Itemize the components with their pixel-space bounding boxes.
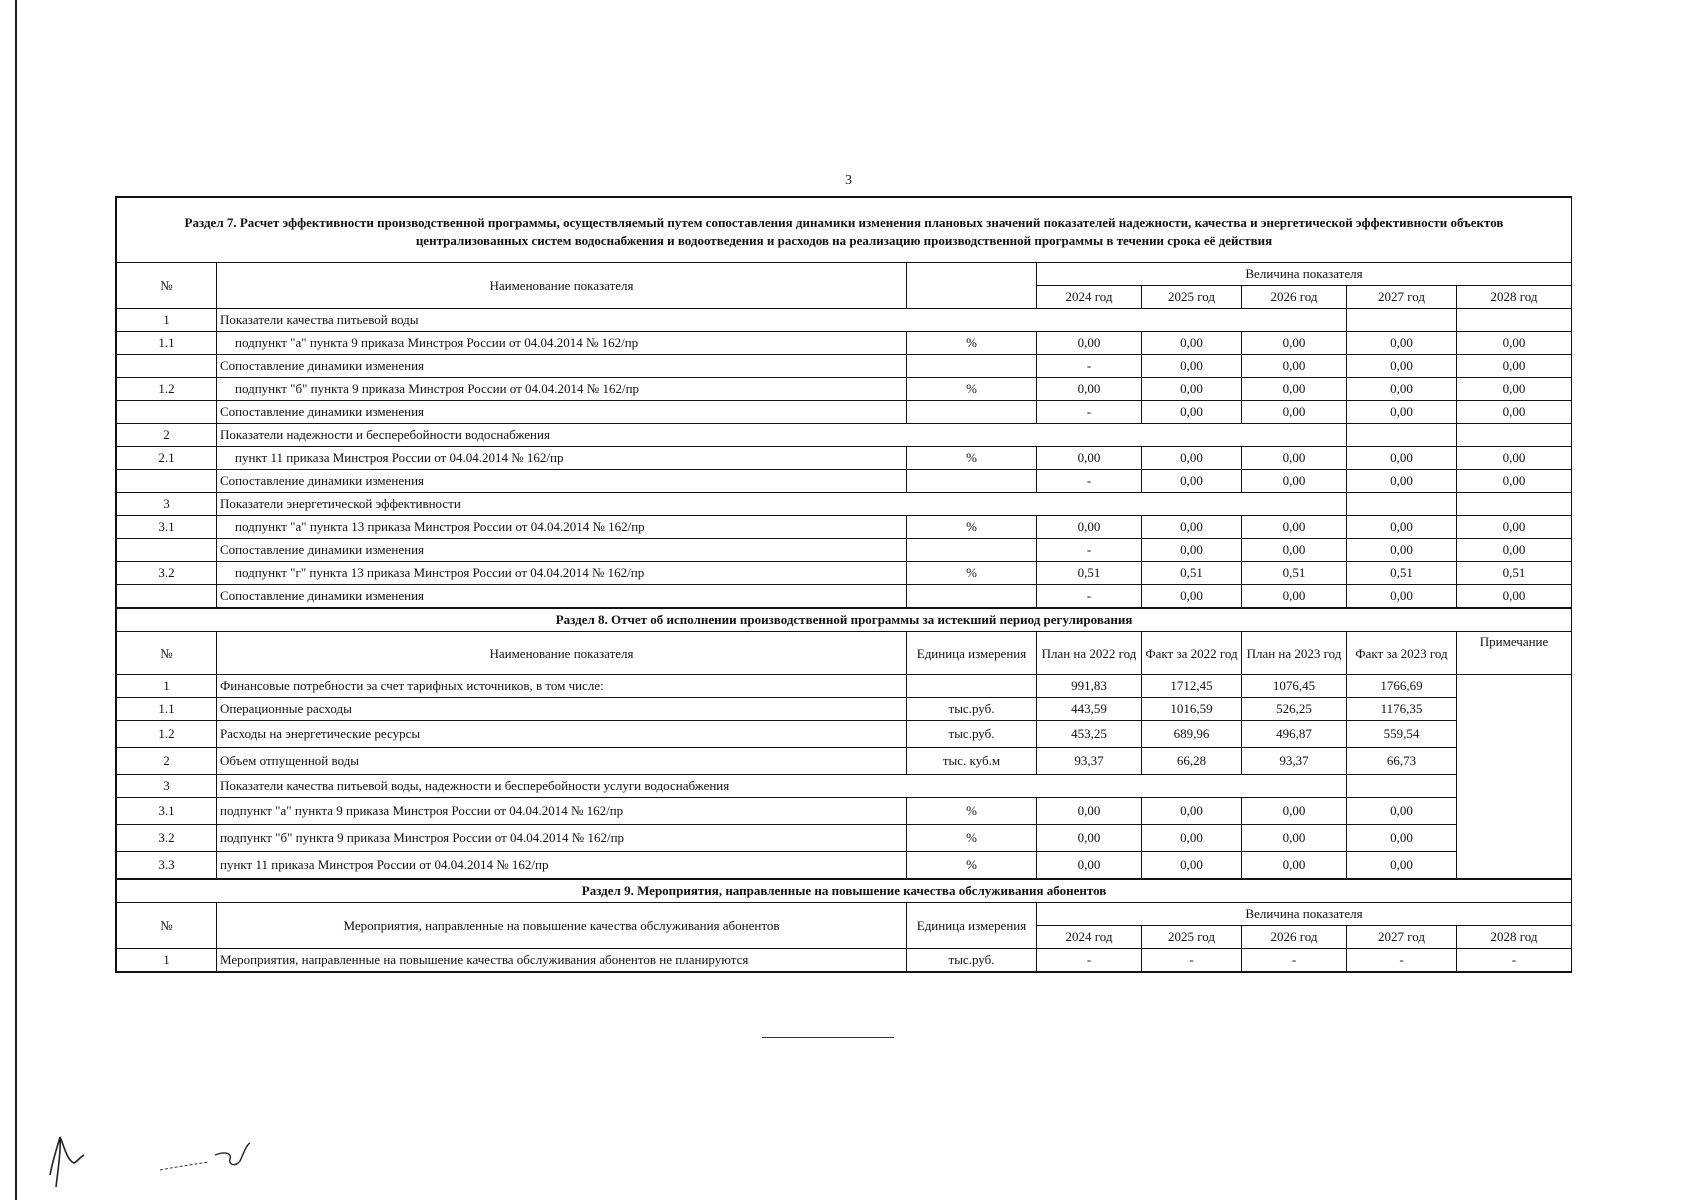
- row-num: 1: [117, 309, 217, 332]
- table-row: [117, 852, 1572, 879]
- row-num: 3.1: [117, 516, 217, 539]
- s8-header-name: Наименование показателя: [217, 632, 907, 675]
- row-value: 0,00: [1347, 798, 1457, 825]
- row-value: 0,00: [1347, 852, 1457, 879]
- row-value: 0,00: [1142, 798, 1242, 825]
- section9-title: Раздел 9. Мероприятия, направленные на повышение качества обслуживания абонентов: [117, 880, 1572, 903]
- row-value: 0,00: [1142, 401, 1242, 424]
- row-value: 0,00: [1142, 539, 1242, 562]
- row-value: 1016,59: [1142, 698, 1242, 721]
- s8-header-fact-2022: Факт за 2022 год: [1142, 632, 1242, 675]
- row-unit: %: [907, 825, 1037, 852]
- row-value: 0,00: [1037, 798, 1142, 825]
- s9-header-year: 2024 год: [1037, 926, 1142, 949]
- page-number: 3: [845, 173, 852, 188]
- table-row: [117, 949, 1572, 972]
- row-value: 0,00: [1457, 378, 1572, 401]
- row-value: 0,00: [1457, 401, 1572, 424]
- table-row: [117, 447, 1572, 470]
- row-num: 1: [117, 949, 217, 972]
- row-num: 3: [117, 775, 217, 798]
- row-value: 0,00: [1142, 470, 1242, 493]
- row-num: 3.2: [117, 562, 217, 585]
- row-num: [117, 355, 217, 378]
- row-value: 0,00: [1142, 355, 1242, 378]
- row-value: 0,00: [1142, 516, 1242, 539]
- table-row: [117, 516, 1572, 539]
- row-unit: [907, 585, 1037, 608]
- row-value: 0,00: [1347, 516, 1457, 539]
- row-num: [117, 470, 217, 493]
- section7-table: [116, 197, 1572, 608]
- row-num: 3.2: [117, 825, 217, 852]
- s7-header-unit: [907, 263, 1037, 309]
- row-num: [117, 401, 217, 424]
- table-row: [117, 355, 1572, 378]
- row-value: 991,83: [1037, 675, 1142, 698]
- row-value: 0,00: [1457, 516, 1572, 539]
- s9-header-name: Мероприятия, направленные на повышение качества обслуживания абонентов: [217, 903, 907, 949]
- row-value: 0,00: [1242, 332, 1347, 355]
- row-value: 453,25: [1037, 721, 1142, 748]
- table-row: [117, 470, 1572, 493]
- row-num: 2: [117, 748, 217, 775]
- row-value: 0,00: [1347, 355, 1457, 378]
- row-value: 559,54: [1347, 721, 1457, 748]
- row-value: 0,00: [1142, 447, 1242, 470]
- row-value: 0,00: [1242, 516, 1347, 539]
- row-value: 0,00: [1037, 447, 1142, 470]
- s7-header-name: Наименование показателя: [217, 263, 907, 309]
- row-value: 0,00: [1142, 332, 1242, 355]
- row-value: 0,00: [1142, 852, 1242, 879]
- table-row: [117, 721, 1572, 748]
- row-value: 0,00: [1242, 798, 1347, 825]
- row-value: -: [1142, 949, 1242, 972]
- s7-header-year: 2028 год: [1457, 286, 1572, 309]
- row-value: 66,73: [1347, 748, 1457, 775]
- row-unit: %: [907, 798, 1037, 825]
- row-unit: %: [907, 852, 1037, 879]
- row-value: [1347, 424, 1457, 447]
- row-name: Сопоставление динамики изменения: [217, 355, 907, 378]
- signature-separator-line: [762, 1037, 894, 1038]
- row-value: 0,00: [1242, 585, 1347, 608]
- row-name: Операционные расходы: [217, 698, 907, 721]
- table-row: [117, 378, 1572, 401]
- table-row: [117, 539, 1572, 562]
- row-value: 0,51: [1457, 562, 1572, 585]
- row-name: подпункт "б" пункта 9 приказа Минстроя России от 04.04.2014 № 162/пр: [217, 825, 907, 852]
- row-value: 93,37: [1037, 748, 1142, 775]
- row-value: 0,00: [1242, 539, 1347, 562]
- row-value: [1347, 309, 1457, 332]
- row-name: Мероприятия, направленные на повышение качества обслуживания абонентов не планируются: [217, 949, 907, 972]
- s8-header-note: Примечание: [1457, 632, 1572, 675]
- section8-table: [116, 608, 1572, 879]
- row-name: пункт 11 приказа Минстроя России от 04.04.2014 № 162/пр: [217, 852, 907, 879]
- table-row: [117, 585, 1572, 608]
- row-num: 1.2: [117, 721, 217, 748]
- row-value: 0,51: [1242, 562, 1347, 585]
- row-value: [1347, 775, 1457, 798]
- row-value: 0,00: [1347, 447, 1457, 470]
- s9-header-unit: Единица измерения: [907, 903, 1037, 949]
- row-value: -: [1037, 401, 1142, 424]
- row-name: Показатели качества питьевой воды: [217, 309, 1347, 332]
- row-value: [1457, 493, 1572, 516]
- row-name: Сопоставление динамики изменения: [217, 585, 907, 608]
- row-value: [1457, 309, 1572, 332]
- row-unit: %: [907, 562, 1037, 585]
- table-row: [117, 309, 1572, 332]
- row-unit: [907, 401, 1037, 424]
- row-unit: %: [907, 447, 1037, 470]
- row-value: 0,51: [1347, 562, 1457, 585]
- row-value: 0,00: [1037, 516, 1142, 539]
- row-value: 0,00: [1242, 355, 1347, 378]
- row-value: 0,00: [1242, 825, 1347, 852]
- table-row: [117, 675, 1572, 698]
- row-name: Расходы на энергетические ресурсы: [217, 721, 907, 748]
- table-row: [117, 424, 1572, 447]
- row-value: 1766,69: [1347, 675, 1457, 698]
- row-value: 1176,35: [1347, 698, 1457, 721]
- row-value: 0,00: [1347, 825, 1457, 852]
- row-name: Объем отпущенной воды: [217, 748, 907, 775]
- s7-header-year: 2027 год: [1347, 286, 1457, 309]
- row-unit: [907, 470, 1037, 493]
- row-value: 0,00: [1142, 825, 1242, 852]
- s8-header-num: №: [117, 632, 217, 675]
- row-name: Показатели надежности и бесперебойности водоснабжения: [217, 424, 1347, 447]
- s9-header-num: №: [117, 903, 217, 949]
- row-name: подпункт "г" пункта 13 приказа Минстроя России от 04.04.2014 № 162/пр: [217, 562, 907, 585]
- row-value: 0,00: [1457, 332, 1572, 355]
- row-value: 0,00: [1457, 355, 1572, 378]
- s8-header-unit: Единица измерения: [907, 632, 1037, 675]
- row-num: 2: [117, 424, 217, 447]
- row-value: 0,00: [1037, 825, 1142, 852]
- row-value: 0,00: [1457, 447, 1572, 470]
- row-num: 2.1: [117, 447, 217, 470]
- row-value: [1457, 424, 1572, 447]
- row-unit: [907, 539, 1037, 562]
- table-row: [117, 825, 1572, 852]
- row-value: 66,28: [1142, 748, 1242, 775]
- row-num: 3.1: [117, 798, 217, 825]
- row-unit: тыс.руб.: [907, 949, 1037, 972]
- section9-table: [116, 879, 1572, 972]
- row-value: 0,00: [1242, 852, 1347, 879]
- row-value: 526,25: [1242, 698, 1347, 721]
- row-name: Показатели энергетической эффективности: [217, 493, 1347, 516]
- row-value: -: [1037, 585, 1142, 608]
- row-value: 496,87: [1242, 721, 1347, 748]
- row-unit: %: [907, 332, 1037, 355]
- table-row: [117, 798, 1572, 825]
- s7-header-year: 2026 год: [1242, 286, 1347, 309]
- row-num: 3.3: [117, 852, 217, 879]
- row-value: 443,59: [1037, 698, 1142, 721]
- row-name: подпункт "а" пункта 9 приказа Минстроя России от 04.04.2014 № 162/пр: [217, 332, 907, 355]
- row-unit: тыс.руб.: [907, 698, 1037, 721]
- row-unit: тыс.руб.: [907, 721, 1037, 748]
- row-name: подпункт "а" пункта 13 приказа Минстроя России от 04.04.2014 № 162/пр: [217, 516, 907, 539]
- row-name: подпункт "а" пункта 9 приказа Минстроя России от 04.04.2014 № 162/пр: [217, 798, 907, 825]
- row-value: 0,00: [1037, 852, 1142, 879]
- s7-header-num: №: [117, 263, 217, 309]
- section8-title: Раздел 8. Отчет об исполнении производственной программы за истекший период регулирования: [117, 609, 1572, 632]
- row-value: 0,00: [1142, 585, 1242, 608]
- row-value: 689,96: [1142, 721, 1242, 748]
- section7-title: Раздел 7. Расчет эффективности производственной программы, осуществляемый путем сопоставления динамики изменения плановых значений показателей надежности, качества и энергетической эффективности объектов централизованных систем водоснабжения и водоотведения и расходов на реализацию производственной программы в течении срока её действия: [117, 198, 1572, 263]
- row-value: 0,00: [1347, 378, 1457, 401]
- row-value: -: [1242, 949, 1347, 972]
- row-name: Сопоставление динамики изменения: [217, 539, 907, 562]
- row-value: -: [1037, 470, 1142, 493]
- table-row: [117, 698, 1572, 721]
- report-tables: [115, 196, 1572, 973]
- row-num: 3: [117, 493, 217, 516]
- row-value: 0,00: [1242, 447, 1347, 470]
- row-value: -: [1037, 539, 1142, 562]
- row-value: 0,00: [1457, 470, 1572, 493]
- handwritten-signature: [40, 1115, 270, 1195]
- s7-header-value-group: Величина показателя: [1037, 263, 1572, 286]
- row-num: 1.1: [117, 698, 217, 721]
- row-name: Финансовые потребности за счет тарифных источников, в том числе:: [217, 675, 907, 698]
- row-value: 0,51: [1142, 562, 1242, 585]
- row-num: 1: [117, 675, 217, 698]
- table-row: [117, 332, 1572, 355]
- row-name: подпункт "б" пункта 9 приказа Минстроя России от 04.04.2014 № 162/пр: [217, 378, 907, 401]
- row-value: 0,00: [1242, 401, 1347, 424]
- row-value: -: [1457, 949, 1572, 972]
- row-value: -: [1037, 949, 1142, 972]
- row-value: 0,00: [1347, 332, 1457, 355]
- row-name: пункт 11 приказа Минстроя России от 04.04.2014 № 162/пр: [217, 447, 907, 470]
- row-value: 0,51: [1037, 562, 1142, 585]
- row-value: 1076,45: [1242, 675, 1347, 698]
- s9-header-year: 2025 год: [1142, 926, 1242, 949]
- row-value: 0,00: [1457, 539, 1572, 562]
- s8-header-plan-2023: План на 2023 год: [1242, 632, 1347, 675]
- row-unit: тыс. куб.м: [907, 748, 1037, 775]
- row-unit: %: [907, 378, 1037, 401]
- table-row: [117, 493, 1572, 516]
- row-value: -: [1347, 949, 1457, 972]
- row-num: 1.1: [117, 332, 217, 355]
- row-unit: %: [907, 516, 1037, 539]
- row-num: [117, 539, 217, 562]
- s9-header-year: 2026 год: [1242, 926, 1347, 949]
- row-value: 93,37: [1242, 748, 1347, 775]
- table-row: [117, 775, 1572, 798]
- row-unit: [907, 355, 1037, 378]
- row-value: 0,00: [1457, 585, 1572, 608]
- row-value: 0,00: [1142, 378, 1242, 401]
- row-value: 0,00: [1037, 332, 1142, 355]
- s7-header-year: 2025 год: [1142, 286, 1242, 309]
- row-value: [1347, 493, 1457, 516]
- s9-header-year: 2028 год: [1457, 926, 1572, 949]
- row-value: 0,00: [1242, 378, 1347, 401]
- row-unit: [907, 675, 1037, 698]
- row-value: 0,00: [1347, 470, 1457, 493]
- row-value: 0,00: [1242, 470, 1347, 493]
- s9-header-value-group: Величина показателя: [1037, 903, 1572, 926]
- row-value: 1712,45: [1142, 675, 1242, 698]
- row-value: -: [1037, 355, 1142, 378]
- s9-header-year: 2027 год: [1347, 926, 1457, 949]
- s8-header-plan-2022: План на 2022 год: [1037, 632, 1142, 675]
- table-row: [117, 748, 1572, 775]
- row-value: 0,00: [1037, 378, 1142, 401]
- row-value: 0,00: [1347, 539, 1457, 562]
- s8-header-fact-2023: Факт за 2023 год: [1347, 632, 1457, 675]
- row-num: [117, 585, 217, 608]
- row-name: Сопоставление динамики изменения: [217, 401, 907, 424]
- row-value: 0,00: [1347, 585, 1457, 608]
- row-name: Показатели качества питьевой воды, надежности и бесперебойности услуги водоснабжения: [217, 775, 1347, 798]
- row-value: 0,00: [1347, 401, 1457, 424]
- s7-header-year: 2024 год: [1037, 286, 1142, 309]
- row-name: Сопоставление динамики изменения: [217, 470, 907, 493]
- table-row: [117, 562, 1572, 585]
- row-note: [1457, 675, 1572, 879]
- row-num: 1.2: [117, 378, 217, 401]
- table-row: [117, 401, 1572, 424]
